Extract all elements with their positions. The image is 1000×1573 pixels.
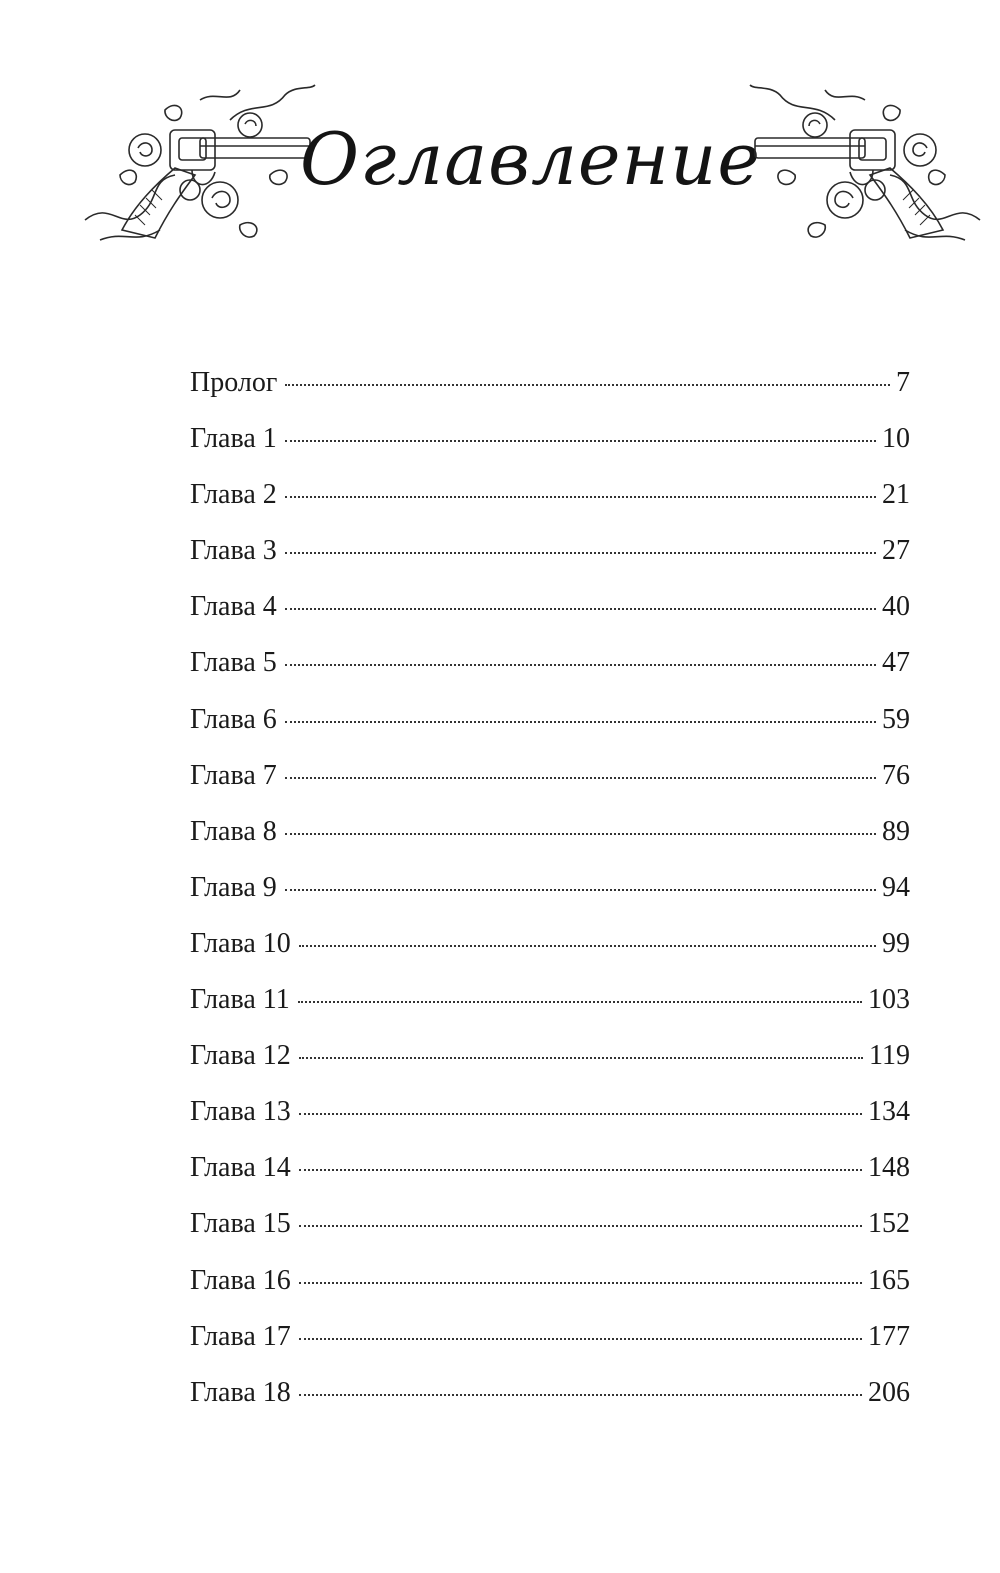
toc-entry-chapter-3[interactable] [190,528,910,584]
toc-entry-label: Глава 11 [190,984,290,1016]
dot-leader [285,833,876,835]
toc-entry-page: 40 [882,591,910,623]
toc-entry-page: 206 [868,1376,910,1408]
toc-entry-chapter-14[interactable] [190,1145,910,1201]
toc-entry-page: 148 [868,1152,910,1184]
dot-leader [299,1225,862,1227]
toc-entry-chapter-2[interactable] [190,472,910,528]
toc-entry-page: 103 [868,984,910,1016]
toc-entry-page: 134 [868,1096,910,1128]
toc-entry-page: 7 [896,367,910,398]
toc-entry-label: Глава 2 [190,479,277,511]
toc-entry-chapter-12[interactable] [190,1033,910,1089]
toc-entry-page: 27 [882,535,910,567]
toc-entry-chapter-8[interactable] [190,809,910,865]
toc-entry-label: Глава 6 [190,703,277,735]
toc-entry-page: 94 [882,871,910,903]
toc-entry-page: 119 [869,1040,910,1072]
revolver-with-roses-icon [745,80,985,250]
toc-entry-page: 76 [882,759,910,791]
toc-entry-prologue[interactable] [190,360,910,416]
dot-leader [299,1282,862,1284]
toc-entry-chapter-7[interactable] [190,753,910,809]
toc-entry-label: Глава 13 [190,1096,291,1128]
dot-leader [285,664,876,666]
toc-entry-label: Глава 3 [190,535,277,567]
toc-entry-page: 152 [868,1208,910,1240]
dot-leader [285,384,890,386]
dot-leader [285,552,876,554]
toc-entry-label: Глава 9 [190,871,277,903]
toc-entry-label: Глава 14 [190,1152,291,1184]
toc-entry-page: 21 [882,479,910,511]
toc-entry-label: Глава 16 [190,1264,291,1296]
toc-entry-label: Глава 1 [190,423,277,455]
dot-leader [285,608,876,610]
toc-entry-chapter-5[interactable] [190,640,910,696]
toc-entry-page: 165 [868,1264,910,1296]
toc-entry-page: 89 [882,815,910,847]
dot-leader [285,496,876,498]
dot-leader [285,721,876,723]
dot-leader [299,945,876,947]
toc-entry-chapter-16[interactable] [190,1258,910,1314]
table-of-contents [190,360,910,1426]
toc-entry-chapter-18[interactable] [190,1370,910,1426]
dot-leader [299,1057,863,1059]
toc-entry-chapter-13[interactable] [190,1089,910,1145]
toc-entry-chapter-6[interactable] [190,697,910,753]
dot-leader [299,1113,862,1115]
dot-leader [298,1001,862,1003]
toc-entry-label: Глава 7 [190,759,277,791]
toc-entry-page: 47 [882,647,910,679]
toc-entry-label: Глава 12 [190,1040,291,1072]
toc-entry-chapter-17[interactable] [190,1314,910,1370]
toc-entry-chapter-4[interactable] [190,584,910,640]
dot-leader [285,889,876,891]
dot-leader [299,1338,862,1340]
toc-entry-chapter-15[interactable] [190,1201,910,1257]
dot-leader [299,1394,862,1396]
toc-entry-label: Глава 4 [190,591,277,623]
toc-entry-chapter-10[interactable] [190,921,910,977]
revolver-with-roses-icon [80,80,320,250]
toc-entry-page: 10 [882,423,910,455]
toc-entry-label: Глава 18 [190,1376,291,1408]
dot-leader [285,440,876,442]
page-title: Оглавление [300,117,761,201]
toc-entry-chapter-11[interactable] [190,977,910,1033]
toc-entry-page: 59 [882,703,910,735]
toc-header [0,60,1000,280]
dot-leader [299,1169,862,1171]
toc-entry-page: 177 [868,1320,910,1352]
toc-entry-label: Пролог [190,367,278,398]
dot-leader [285,777,876,779]
toc-entry-chapter-1[interactable] [190,416,910,472]
toc-entry-label: Глава 15 [190,1208,291,1240]
toc-entry-label: Глава 5 [190,647,277,679]
toc-entry-label: Глава 17 [190,1320,291,1352]
toc-entry-chapter-9[interactable] [190,865,910,921]
toc-entry-label: Глава 10 [190,927,291,959]
toc-entry-label: Глава 8 [190,815,277,847]
toc-entry-page: 99 [882,927,910,959]
